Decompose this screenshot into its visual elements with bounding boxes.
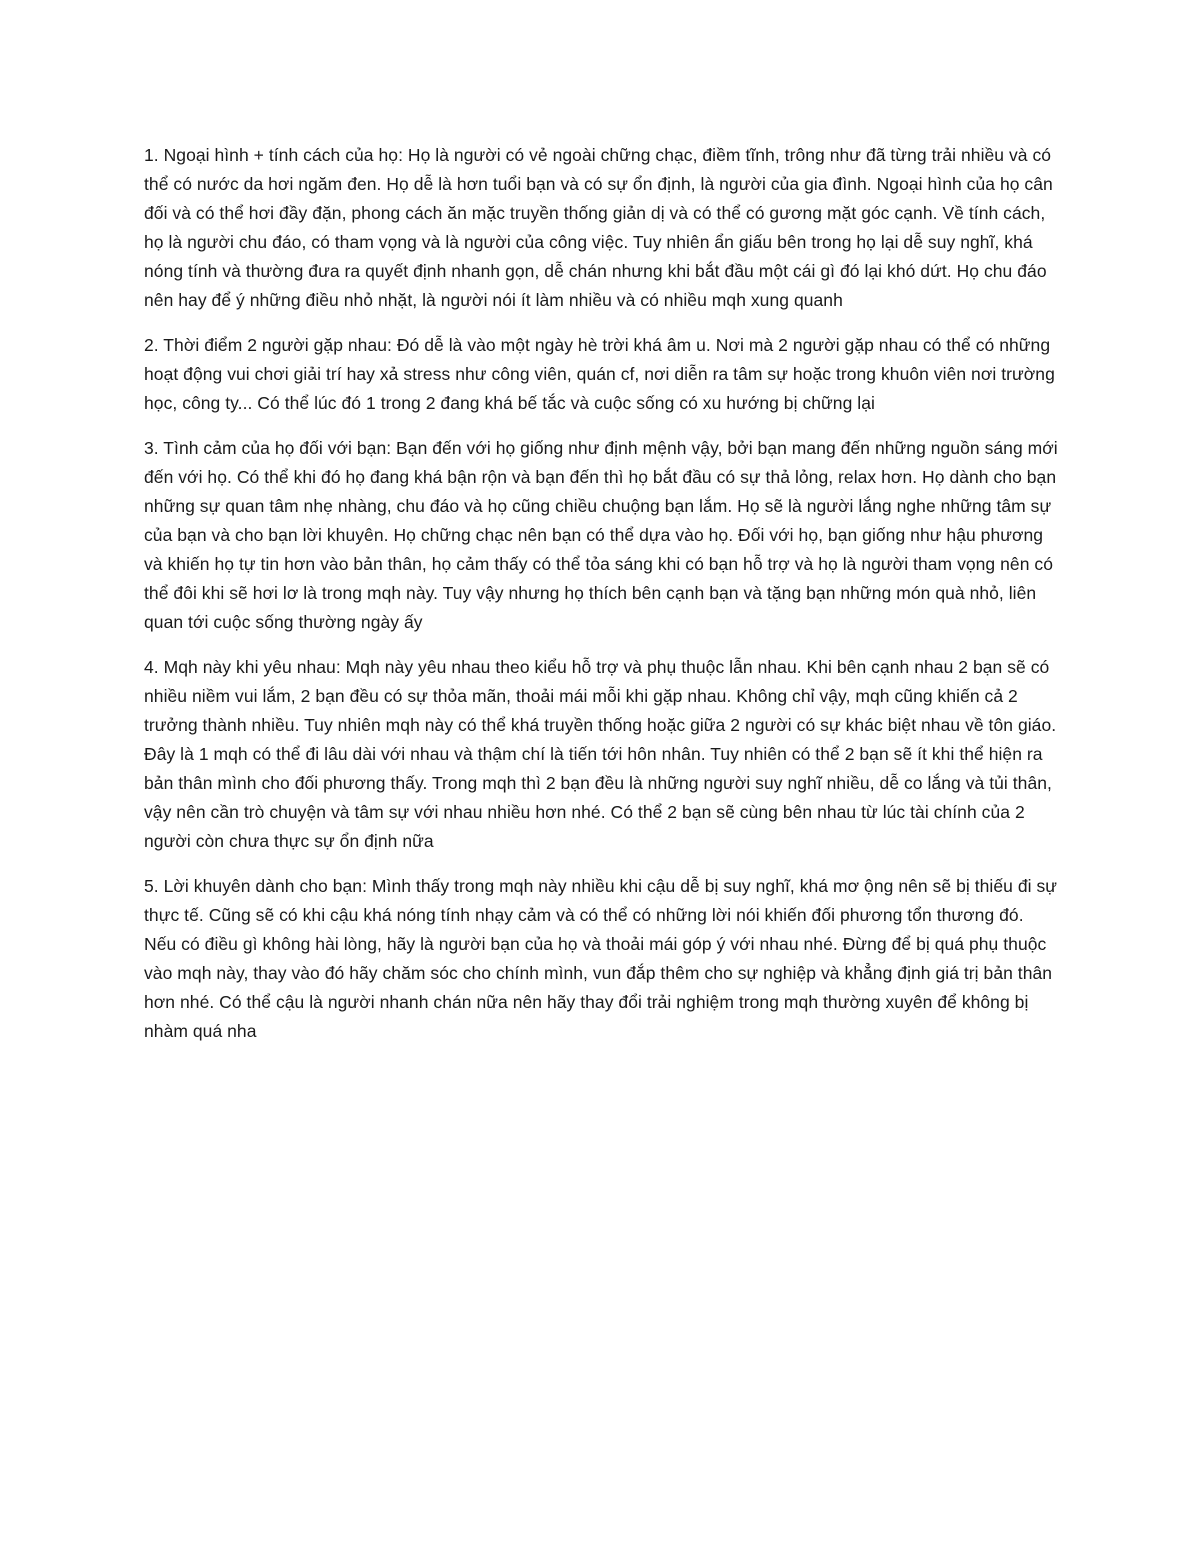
paragraph-advice: 5. Lời khuyên dành cho bạn: Mình thấy trong mqh này nhiều khi cậu dễ bị suy nghĩ, khá mơ ộng nên sẽ bị thiếu đi sự thực tế. Cũng sẽ có khi cậu khá nóng tính nhạy cảm và có thể có những lời nói khiến đối phương tổn thương đó. Nếu có điều gì không hài lòng, hãy là người bạn của họ và thoải mái góp ý với nhau nhé. Đừng để bị quá phụ thuộc vào mqh này, thay vào đó hãy chăm sóc cho chính mình, vun đắp thêm cho sự nghiệp và khẳng định giá trị bản thân hơn nhé. Có thể cậu là người nhanh chán nữa nên hãy thay đổi trải nghiệm trong mqh thường xuyên để không bị nhàm quá nha	[144, 876, 1058, 1041]
paragraph-appearance-personality: 1. Ngoại hình + tính cách của họ: Họ là người có vẻ ngoài chững chạc, điềm tĩnh, trông như đã từng trải nhiều và có thể có nước da hơi ngăm đen. Họ dễ là hơn tuổi bạn và có sự ổn định, là người của gia đình. Ngoại hình của họ cân đối và có thể hơi đầy đặn, phong cách ăn mặc truyền thống giản dị và có thể có gương mặt góc cạnh. Về tính cách, họ là người chu đáo, có tham vọng và là người của công việc. Tuy nhiên ẩn giấu bên trong họ lại dễ suy nghĩ, khá nóng tính và thường đưa ra quyết định nhanh gọn, dễ chán nhưng khi bắt đầu một cái gì đó lại khó dứt. Họ chu đáo nên hay để ý những điều nhỏ nhặt, là người nói ít làm nhiều và có nhiều mqh xung quanh	[144, 145, 1053, 310]
paragraph-meeting-time: 2. Thời điểm 2 người gặp nhau: Đó dễ là vào một ngày hè trời khá âm u. Nơi mà 2 người gặp nhau có thể có những hoạt động vui chơi giải trí hay xả stress như công viên, quán cf, nơi diễn ra tâm sự hoặc trong khuôn viên nơi trường học, công ty... Có thể lúc đó 1 trong 2 đang khá bế tắc và cuộc sống có xu hướng bị chững lại	[144, 335, 1055, 413]
document-body	[144, 141, 1060, 1062]
paragraph-relationship: 4. Mqh này khi yêu nhau: Mqh này yêu nhau theo kiểu hỗ trợ và phụ thuộc lẫn nhau. Khi bên cạnh nhau 2 bạn sẽ có nhiều niềm vui lắm, 2 bạn đều có sự thỏa mãn, thoải mái mỗi khi gặp nhau. Không chỉ vậy, mqh cũng khiến cả 2 trưởng thành nhiều. Tuy nhiên mqh này có thể khá truyền thống hoặc giữa 2 người có sự khác biệt nhau về tôn giáo. Đây là 1 mqh có thể đi lâu dài với nhau và thậm chí là tiến tới hôn nhân. Tuy nhiên có thể 2 bạn sẽ ít khi thể hiện ra bản thân mình cho đối phương thấy. Trong mqh thì 2 bạn đều là những người suy nghĩ nhiều, dễ co lắng và tủi thân, vậy nên cần trò chuyện và tâm sự với nhau nhiều hơn nhé. Có thể 2 bạn sẽ cùng bên nhau từ lúc tài chính của 2 người còn chưa thực sự ổn định nữa	[144, 657, 1057, 851]
paragraph-feelings: 3. Tình cảm của họ đối với bạn: Bạn đến với họ giống như định mệnh vậy, bởi bạn mang đến những nguồn sáng mới đến với họ. Có thể khi đó họ đang khá bận rộn và bạn đến thì họ bắt đầu có sự thả lỏng, relax hơn. Họ dành cho bạn những sự quan tâm nhẹ nhàng, chu đáo và họ cũng chiều chuộng bạn lắm. Họ sẽ là người lắng nghe những tâm sự của bạn và cho bạn lời khuyên. Họ chững chạc nên bạn có thể dựa vào họ. Đối với họ, bạn giống như hậu phương và khiến họ tự tin hơn vào bản thân, họ cảm thấy có thể tỏa sáng khi có bạn hỗ trợ và họ là người tham vọng nên có thể đôi khi sẽ hơi lơ là trong mqh này. Tuy vậy nhưng họ thích bên cạnh bạn và tặng bạn những món quà nhỏ, liên quan tới cuộc sống thường ngày ấy	[144, 438, 1058, 632]
